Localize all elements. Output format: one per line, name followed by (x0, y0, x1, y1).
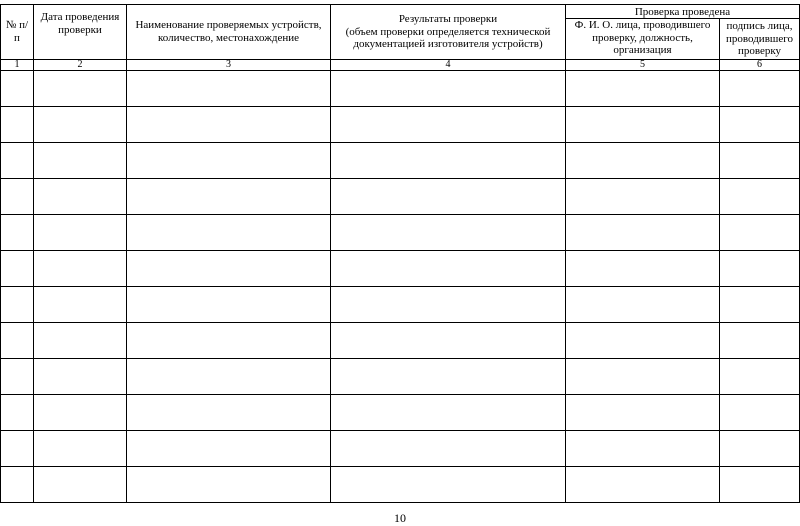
table-cell[interactable] (720, 215, 800, 251)
table-cell[interactable] (720, 107, 800, 143)
table-cell[interactable] (1, 395, 34, 431)
table-cell[interactable] (331, 71, 566, 107)
table-cell[interactable] (720, 323, 800, 359)
table-cell[interactable] (720, 179, 800, 215)
table-cell[interactable] (34, 467, 127, 503)
table-cell[interactable] (331, 467, 566, 503)
column-numbers-row (1, 60, 800, 71)
table-cell[interactable] (720, 287, 800, 323)
header-date: Дата проведения проверки (34, 5, 127, 60)
table-cell[interactable] (331, 179, 566, 215)
table-cell[interactable] (331, 323, 566, 359)
table-cell[interactable] (566, 71, 720, 107)
header-results-title: Результаты проверки (398, 13, 498, 25)
table-cell[interactable] (1, 323, 34, 359)
column-number: 1 (1, 60, 34, 71)
table-cell[interactable] (566, 395, 720, 431)
table-cell[interactable] (1, 143, 34, 179)
table-row (1, 251, 800, 287)
table-cell[interactable] (566, 143, 720, 179)
table-row (1, 215, 800, 251)
table-cell[interactable] (566, 431, 720, 467)
table-cell[interactable] (1, 251, 34, 287)
inspection-log-page (0, 4, 799, 503)
table-cell[interactable] (34, 287, 127, 323)
table-cell[interactable] (34, 215, 127, 251)
table-cell[interactable] (566, 287, 720, 323)
header-results-note: (объем проверки определяется технической документацией изготовителя устройств) (345, 25, 551, 50)
table-cell[interactable] (127, 323, 331, 359)
table-row (1, 467, 800, 503)
table-cell[interactable] (566, 323, 720, 359)
table-cell[interactable] (1, 215, 34, 251)
column-number: 4 (331, 60, 566, 71)
table-row (1, 179, 800, 215)
table-cell[interactable] (127, 467, 331, 503)
table-cell[interactable] (331, 215, 566, 251)
table-cell[interactable] (127, 395, 331, 431)
table-cell[interactable] (34, 179, 127, 215)
table-cell[interactable] (34, 143, 127, 179)
table-cell[interactable] (34, 323, 127, 359)
table-cell[interactable] (1, 71, 34, 107)
table-row (1, 395, 800, 431)
table-cell[interactable] (331, 431, 566, 467)
column-number: 2 (34, 60, 127, 71)
table-cell[interactable] (1, 107, 34, 143)
table-cell[interactable] (34, 251, 127, 287)
table-cell[interactable] (1, 287, 34, 323)
table-cell[interactable] (34, 71, 127, 107)
inspection-log-table (0, 4, 800, 503)
table-row (1, 71, 800, 107)
table-cell[interactable] (127, 179, 331, 215)
table-cell[interactable] (331, 395, 566, 431)
table-cell[interactable] (127, 287, 331, 323)
table-cell[interactable] (127, 71, 331, 107)
table-cell[interactable] (127, 143, 331, 179)
column-number: 5 (566, 60, 720, 71)
table-cell[interactable] (1, 467, 34, 503)
table-cell[interactable] (127, 107, 331, 143)
page-number: 10 (394, 511, 406, 525)
table-cell[interactable] (566, 179, 720, 215)
table-row (1, 143, 800, 179)
table-cell[interactable] (127, 251, 331, 287)
header-num: № п/п (1, 5, 34, 60)
table-cell[interactable] (566, 251, 720, 287)
table-cell[interactable] (34, 107, 127, 143)
header-devices (127, 5, 331, 60)
table-row (1, 107, 800, 143)
table-cell[interactable] (34, 395, 127, 431)
table-cell[interactable] (566, 359, 720, 395)
table-cell[interactable] (720, 71, 800, 107)
table-cell[interactable] (127, 359, 331, 395)
column-number: 6 (720, 60, 800, 71)
table-cell[interactable] (331, 359, 566, 395)
header-signature: подпись лица, проводившего проверку (720, 19, 800, 60)
header-person: Ф. И. О. лица, проводившего проверку, должность, организация (566, 19, 720, 60)
table-cell[interactable] (331, 107, 566, 143)
table-cell[interactable] (331, 287, 566, 323)
table-row (1, 431, 800, 467)
table-cell[interactable] (720, 431, 800, 467)
table-cell[interactable] (127, 431, 331, 467)
table-cell[interactable] (566, 467, 720, 503)
header-row-top (1, 5, 800, 19)
table-row (1, 287, 800, 323)
table-row (1, 359, 800, 395)
table-cell[interactable] (720, 467, 800, 503)
table-cell[interactable] (1, 179, 34, 215)
table-cell[interactable] (331, 251, 566, 287)
table-row (1, 323, 800, 359)
inspection-log-body (1, 71, 800, 503)
table-cell[interactable] (34, 359, 127, 395)
table-cell[interactable] (720, 359, 800, 395)
header-devices-text: Наименование проверяемых устройств, количество, местонахождение (135, 19, 322, 44)
table-cell[interactable] (720, 143, 800, 179)
table-cell[interactable] (720, 395, 800, 431)
table-cell[interactable] (566, 215, 720, 251)
table-cell[interactable] (566, 107, 720, 143)
table-cell[interactable] (34, 431, 127, 467)
table-cell[interactable] (331, 143, 566, 179)
table-cell[interactable] (1, 431, 34, 467)
table-cell[interactable] (127, 215, 331, 251)
header-group-inspection-done: Проверка проведена (566, 5, 800, 19)
header-results (331, 5, 566, 60)
column-number: 3 (127, 60, 331, 71)
table-cell[interactable] (720, 251, 800, 287)
table-cell[interactable] (1, 359, 34, 395)
